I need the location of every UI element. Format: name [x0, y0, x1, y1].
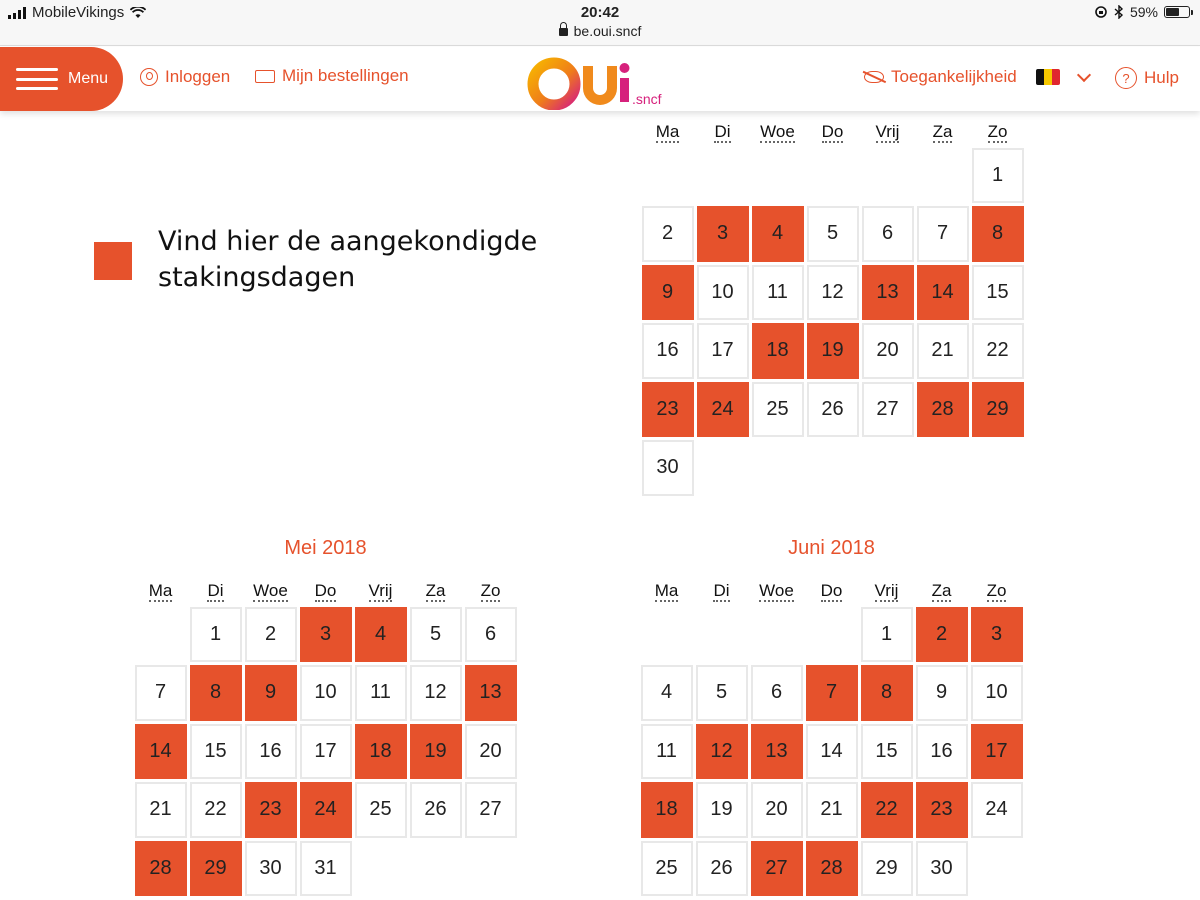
day-cell — [969, 664, 1024, 723]
strike-day-cell — [805, 322, 860, 381]
day-cell — [408, 664, 463, 723]
day-number: 26 — [696, 841, 748, 897]
legend-swatch — [94, 242, 132, 280]
weekday-label: Di — [713, 581, 730, 600]
strike-day-cell — [298, 605, 353, 664]
strike-day-cell — [695, 380, 750, 439]
day-cell — [243, 839, 298, 898]
orders-label: Mijn bestellingen — [282, 66, 409, 85]
day-number: 11 — [752, 265, 804, 321]
day-cell — [860, 380, 915, 439]
day-number: 28 — [917, 382, 969, 438]
login-link[interactable] — [140, 67, 230, 87]
day-cell — [859, 605, 914, 664]
day-number: 8 — [861, 665, 913, 721]
calendar-title: Juni 2018 — [788, 537, 875, 559]
calendar-week — [639, 839, 1024, 898]
carrier-name: MobileVikings — [32, 4, 125, 21]
strike-day-cell — [914, 781, 969, 840]
belgium-flag-icon — [1036, 69, 1060, 85]
day-number: 18 — [355, 724, 407, 780]
day-cell — [860, 322, 915, 381]
strike-day-cell — [969, 605, 1024, 664]
day-cell — [133, 781, 188, 840]
day-cell — [640, 205, 695, 264]
weekday-header — [133, 581, 518, 605]
calendar-week — [133, 664, 518, 723]
day-number: 31 — [300, 841, 352, 897]
language-selector[interactable] — [1036, 69, 1089, 85]
day-number: 2 — [916, 607, 968, 663]
calendar-week — [640, 322, 1025, 381]
strike-day-cell — [969, 722, 1024, 781]
weekday-label: Do — [314, 581, 337, 600]
user-icon — [140, 68, 158, 86]
strike-day-cell — [694, 722, 749, 781]
calendar-empty-cell — [749, 605, 804, 664]
weekday-label: Zo — [986, 581, 1007, 600]
day-number: 15 — [861, 724, 913, 780]
day-number: 15 — [190, 724, 242, 780]
address-bar[interactable] — [0, 23, 1200, 39]
day-cell — [188, 605, 243, 664]
day-cell — [859, 722, 914, 781]
strike-day-cell — [463, 664, 518, 723]
site-header — [0, 47, 1200, 111]
day-number: 20 — [862, 323, 914, 379]
strike-day-cell — [188, 839, 243, 898]
calendar-week — [133, 781, 518, 840]
day-number: 10 — [971, 665, 1023, 721]
day-number: 8 — [972, 206, 1024, 262]
day-number: 12 — [807, 265, 859, 321]
calendar-empty-cell — [915, 146, 970, 205]
weekday-label: Za — [932, 122, 953, 141]
day-cell — [639, 722, 694, 781]
strike-day-cell — [243, 664, 298, 723]
day-number: 16 — [245, 724, 297, 780]
chevron-down-icon — [1077, 67, 1091, 81]
weekday-label: Zo — [987, 122, 1008, 141]
calendar-june — [639, 537, 1024, 898]
strike-day-cell — [750, 322, 805, 381]
day-number: 12 — [696, 724, 748, 780]
day-number: 6 — [751, 665, 803, 721]
calendar-week — [640, 439, 1025, 498]
day-number: 30 — [245, 841, 297, 897]
day-cell — [914, 722, 969, 781]
day-cell — [353, 664, 408, 723]
day-number: 30 — [916, 841, 968, 897]
day-number: 3 — [697, 206, 749, 262]
svg-text:.sncf: .sncf — [632, 91, 662, 107]
day-number: 13 — [751, 724, 803, 780]
day-number: 9 — [916, 665, 968, 721]
day-number: 27 — [465, 782, 517, 838]
day-number: 8 — [190, 665, 242, 721]
day-number: 2 — [642, 206, 694, 262]
strike-day-cell — [133, 722, 188, 781]
day-number: 24 — [300, 782, 352, 838]
day-cell — [298, 664, 353, 723]
day-cell — [859, 839, 914, 898]
strike-day-cell — [860, 263, 915, 322]
day-number: 5 — [410, 607, 462, 663]
strike-day-cell — [640, 263, 695, 322]
lock-icon — [559, 28, 568, 36]
day-number: 28 — [806, 841, 858, 897]
help-link[interactable] — [1115, 67, 1179, 89]
day-number: 29 — [190, 841, 242, 897]
day-number: 25 — [641, 841, 693, 897]
battery-icon — [1164, 6, 1190, 18]
bluetooth-icon — [1114, 5, 1124, 19]
login-label: Inloggen — [165, 67, 231, 86]
strike-day-cell — [298, 781, 353, 840]
rotation-lock-icon — [1094, 5, 1108, 19]
strike-day-cell — [133, 839, 188, 898]
weekday-label: Woe — [760, 122, 795, 141]
weekday-label: Do — [821, 122, 844, 141]
day-cell — [750, 380, 805, 439]
weekday-label: Zo — [480, 581, 501, 600]
day-cell — [749, 781, 804, 840]
calendar-empty-cell — [805, 146, 860, 205]
day-number: 21 — [135, 782, 187, 838]
day-cell — [914, 839, 969, 898]
day-number: 27 — [862, 382, 914, 438]
day-number: 1 — [861, 607, 913, 663]
day-number: 3 — [300, 607, 352, 663]
weekday-label: Do — [820, 581, 843, 600]
day-number: 16 — [916, 724, 968, 780]
day-cell — [408, 781, 463, 840]
day-number: 12 — [410, 665, 462, 721]
day-number: 7 — [806, 665, 858, 721]
day-number: 18 — [752, 323, 804, 379]
day-cell — [408, 605, 463, 664]
weekday-header — [640, 122, 1025, 146]
day-cell — [805, 380, 860, 439]
day-number: 29 — [972, 382, 1024, 438]
day-cell — [860, 205, 915, 264]
strike-day-cell — [640, 380, 695, 439]
calendar-week — [640, 205, 1025, 264]
day-cell — [640, 322, 695, 381]
day-number: 10 — [697, 265, 749, 321]
day-number: 22 — [190, 782, 242, 838]
day-number: 9 — [245, 665, 297, 721]
day-number: 17 — [300, 724, 352, 780]
day-cell — [639, 839, 694, 898]
battery-percent: 59% — [1129, 4, 1158, 20]
eye-slash-icon — [864, 71, 884, 83]
weekday-label: Ma — [654, 581, 679, 600]
day-number: 9 — [642, 265, 694, 321]
day-cell — [298, 722, 353, 781]
day-number: 16 — [642, 323, 694, 379]
day-cell — [805, 263, 860, 322]
calendar-empty-cell — [133, 605, 188, 664]
day-cell — [463, 781, 518, 840]
strike-day-cell — [915, 380, 970, 439]
day-number: 20 — [465, 724, 517, 780]
calendar-week — [133, 839, 518, 898]
day-cell — [914, 664, 969, 723]
day-cell — [970, 263, 1025, 322]
calendar-empty-cell — [695, 146, 750, 205]
day-cell — [298, 839, 353, 898]
weekday-label: Di — [714, 122, 731, 141]
day-number: 6 — [465, 607, 517, 663]
day-cell — [694, 839, 749, 898]
strike-day-cell — [859, 664, 914, 723]
day-number: 14 — [135, 724, 187, 780]
calendar-empty-cell — [408, 839, 463, 898]
day-number: 25 — [355, 782, 407, 838]
strike-day-cell — [243, 781, 298, 840]
strike-day-cell — [914, 605, 969, 664]
day-number: 23 — [642, 382, 694, 438]
day-cell — [804, 722, 859, 781]
day-number: 11 — [355, 665, 407, 721]
calendar-empty-cell — [750, 439, 805, 498]
day-cell — [915, 322, 970, 381]
day-cell — [750, 263, 805, 322]
weekday-label: Ma — [655, 122, 680, 141]
day-cell — [969, 781, 1024, 840]
strike-day-cell — [749, 839, 804, 898]
day-number: 4 — [355, 607, 407, 663]
day-cell — [639, 664, 694, 723]
day-number: 30 — [642, 440, 694, 496]
strike-day-cell — [859, 781, 914, 840]
status-indicators — [1094, 4, 1190, 20]
strike-day-cell — [749, 722, 804, 781]
day-number: 1 — [972, 148, 1024, 204]
strike-day-cell — [970, 380, 1025, 439]
day-number: 13 — [862, 265, 914, 321]
weekday-label: Woe — [253, 581, 288, 600]
calendar-week — [639, 664, 1024, 723]
strike-day-cell — [750, 205, 805, 264]
day-number: 21 — [917, 323, 969, 379]
day-cell — [463, 605, 518, 664]
strike-day-cell — [408, 722, 463, 781]
weekday-label: Za — [931, 581, 952, 600]
calendar-week — [640, 380, 1025, 439]
day-number: 26 — [410, 782, 462, 838]
calendar-empty-cell — [639, 605, 694, 664]
weekday-header — [639, 581, 1024, 605]
day-cell — [243, 722, 298, 781]
calendar-week — [133, 722, 518, 781]
day-number: 19 — [807, 323, 859, 379]
day-number: 21 — [806, 782, 858, 838]
day-number: 27 — [751, 841, 803, 897]
day-number: 28 — [135, 841, 187, 897]
calendar-week — [640, 263, 1025, 322]
day-number: 15 — [972, 265, 1024, 321]
calendar-empty-cell — [970, 439, 1025, 498]
strike-day-cell — [188, 664, 243, 723]
day-number: 29 — [861, 841, 913, 897]
strike-day-cell — [915, 263, 970, 322]
weekday-label: Di — [207, 581, 224, 600]
day-cell — [749, 664, 804, 723]
calendar-empty-cell — [695, 439, 750, 498]
day-number: 5 — [696, 665, 748, 721]
day-cell — [640, 439, 695, 498]
accessibility-label: Toegankelijkheid — [891, 67, 1017, 86]
day-cell — [695, 263, 750, 322]
calendar-empty-cell — [804, 605, 859, 664]
help-icon: ? — [1115, 67, 1137, 89]
day-number: 22 — [861, 782, 913, 838]
url-text: be.oui.sncf — [573, 23, 642, 39]
calendar-empty-cell — [860, 439, 915, 498]
calendar-empty-cell — [805, 439, 860, 498]
status-bar — [0, 0, 1200, 46]
calendar-april — [640, 122, 1025, 497]
menu-button[interactable] — [0, 47, 123, 111]
day-number: 19 — [696, 782, 748, 838]
day-number: 19 — [410, 724, 462, 780]
day-number: 5 — [807, 206, 859, 262]
calendar-empty-cell — [915, 439, 970, 498]
calendar-empty-cell — [750, 146, 805, 205]
day-number: 22 — [972, 323, 1024, 379]
calendar-week — [639, 605, 1024, 664]
day-number: 14 — [917, 265, 969, 321]
day-number: 24 — [697, 382, 749, 438]
strike-day-cell — [695, 205, 750, 264]
day-cell — [694, 664, 749, 723]
day-cell — [805, 205, 860, 264]
day-number: 11 — [641, 724, 693, 780]
orders-link[interactable] — [255, 66, 409, 86]
day-number: 20 — [751, 782, 803, 838]
day-number: 13 — [465, 665, 517, 721]
calendar-week — [639, 722, 1024, 781]
day-number: 18 — [641, 782, 693, 838]
calendar-empty-cell — [694, 605, 749, 664]
day-cell — [915, 205, 970, 264]
weekday-label: Woe — [759, 581, 794, 600]
day-number: 4 — [641, 665, 693, 721]
day-number: 6 — [862, 206, 914, 262]
day-cell — [695, 322, 750, 381]
legend-text: Vind hier de aangekondigde stakingsdagen — [158, 226, 538, 293]
day-cell — [694, 781, 749, 840]
day-number: 25 — [752, 382, 804, 438]
day-number: 10 — [300, 665, 352, 721]
day-cell — [463, 722, 518, 781]
day-number: 3 — [971, 607, 1023, 663]
weekday-label: Vrij — [368, 581, 393, 600]
accessibility-link[interactable] — [864, 67, 1017, 87]
day-number: 2 — [245, 607, 297, 663]
strike-day-cell — [804, 664, 859, 723]
hamburger-icon — [16, 68, 58, 90]
day-cell — [804, 781, 859, 840]
day-number: 24 — [971, 782, 1023, 838]
day-number: 17 — [971, 724, 1023, 780]
calendar-week — [639, 781, 1024, 840]
weekday-label: Za — [425, 581, 446, 600]
weekday-label: Vrij — [875, 122, 900, 141]
day-number: 17 — [697, 323, 749, 379]
weekday-label: Vrij — [874, 581, 899, 600]
day-number: 23 — [916, 782, 968, 838]
day-number: 23 — [245, 782, 297, 838]
day-number: 26 — [807, 382, 859, 438]
day-cell — [188, 781, 243, 840]
day-number: 14 — [806, 724, 858, 780]
calendar-may — [133, 537, 518, 898]
day-cell — [970, 322, 1025, 381]
day-cell — [133, 664, 188, 723]
calendar-empty-cell — [640, 146, 695, 205]
calendar-empty-cell — [860, 146, 915, 205]
oui-sncf-logo[interactable] — [526, 52, 686, 110]
menu-label: Menu — [68, 70, 109, 87]
battery-fill — [1166, 8, 1179, 16]
calendar-week — [640, 146, 1025, 205]
day-cell — [353, 781, 408, 840]
day-cell — [970, 146, 1025, 205]
calendar-title: Mei 2018 — [284, 537, 367, 559]
day-number: 4 — [752, 206, 804, 262]
day-cell — [188, 722, 243, 781]
strike-day-cell — [353, 605, 408, 664]
strike-day-cell — [639, 781, 694, 840]
calendar-week — [133, 605, 518, 664]
strike-day-cell — [353, 722, 408, 781]
day-number: 1 — [190, 607, 242, 663]
day-cell — [243, 605, 298, 664]
day-number: 7 — [917, 206, 969, 262]
calendar-empty-cell — [353, 839, 408, 898]
day-number: 7 — [135, 665, 187, 721]
strike-day-cell — [804, 839, 859, 898]
weekday-label: Ma — [148, 581, 173, 600]
strike-day-cell — [970, 205, 1025, 264]
calendar-empty-cell — [463, 839, 518, 898]
clock: 20:42 — [580, 4, 620, 21]
ticket-icon — [255, 70, 275, 83]
help-label: Hulp — [1144, 68, 1179, 87]
calendar-empty-cell — [969, 839, 1024, 898]
